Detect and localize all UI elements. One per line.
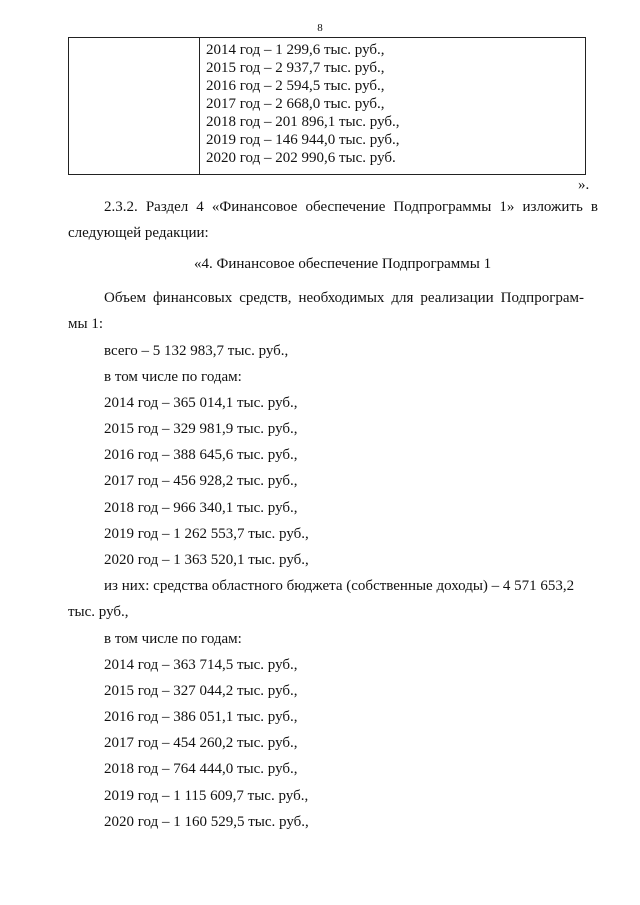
by-years-label: в том числе по годам: xyxy=(104,631,242,647)
table-line: 2017 год – 2 668,0 тыс. руб., xyxy=(206,96,385,112)
total-amount: всего – 5 132 983,7 тыс. руб., xyxy=(104,343,289,359)
table-cell-years xyxy=(200,38,586,175)
closing-quote: ». xyxy=(578,177,590,193)
funding-table xyxy=(68,37,586,175)
table-line: 2014 год – 1 299,6 тыс. руб., xyxy=(206,42,385,58)
list-item: 2016 год – 388 645,6 тыс. руб., xyxy=(104,447,298,464)
intro-line-2: следующей редакции: xyxy=(68,225,209,241)
volume-line-2: мы 1: xyxy=(68,316,103,332)
table-line: 2018 год – 201 896,1 тыс. руб., xyxy=(206,114,400,130)
list-item: 2020 год – 1 160 529,5 тыс. руб., xyxy=(104,813,309,830)
table-line: 2020 год – 202 990,6 тыс. руб. xyxy=(206,150,396,166)
regional-line-2: тыс. руб., xyxy=(68,604,129,620)
list-item: 2020 год – 1 363 520,1 тыс. руб., xyxy=(104,551,309,568)
list-item: 2018 год – 764 444,0 тыс. руб., xyxy=(104,761,298,778)
list-item: 2014 год – 363 714,5 тыс. руб., xyxy=(104,657,298,674)
table-row xyxy=(69,38,586,175)
regional-line-1: из них: средства областного бюджета (собственные доходы) – 4 571 653,2 xyxy=(104,578,575,594)
intro-line-1: 2.3.2. Раздел 4 «Финансовое обеспечение Подпрограммы 1» изложить в xyxy=(104,199,598,215)
list-item: 2016 год – 386 051,1 тыс. руб., xyxy=(104,709,298,726)
list-item: 2017 год – 454 260,2 тыс. руб., xyxy=(104,735,298,752)
table-line: 2015 год – 2 937,7 тыс. руб., xyxy=(206,60,385,76)
page-number: 8 xyxy=(317,22,323,34)
regional-block xyxy=(104,626,309,835)
list-item: 2014 год – 365 014,1 тыс. руб., xyxy=(104,395,298,412)
list-item: 2019 год – 1 115 609,7 тыс. руб., xyxy=(104,787,309,804)
list-item: 2018 год – 966 340,1 тыс. руб., xyxy=(104,499,298,516)
list-item: 2015 год – 329 981,9 тыс. руб., xyxy=(104,421,298,438)
list-item: 2015 год – 327 044,2 тыс. руб., xyxy=(104,683,298,700)
volume-line-1: Объем финансовых средств, необходимых для реализации Подпрограм- xyxy=(104,290,584,306)
section-heading: «4. Финансовое обеспечение Подпрограммы 1 xyxy=(194,256,492,272)
by-years-label: в том числе по годам: xyxy=(104,369,242,386)
table-line: 2019 год – 146 944,0 тыс. руб., xyxy=(206,132,400,148)
list-item: 2017 год – 456 928,2 тыс. руб., xyxy=(104,473,298,490)
table-line: 2016 год – 2 594,5 тыс. руб., xyxy=(206,78,385,94)
total-block xyxy=(104,338,309,573)
table-cell-empty xyxy=(69,38,200,175)
list-item: 2019 год – 1 262 553,7 тыс. руб., xyxy=(104,525,309,542)
